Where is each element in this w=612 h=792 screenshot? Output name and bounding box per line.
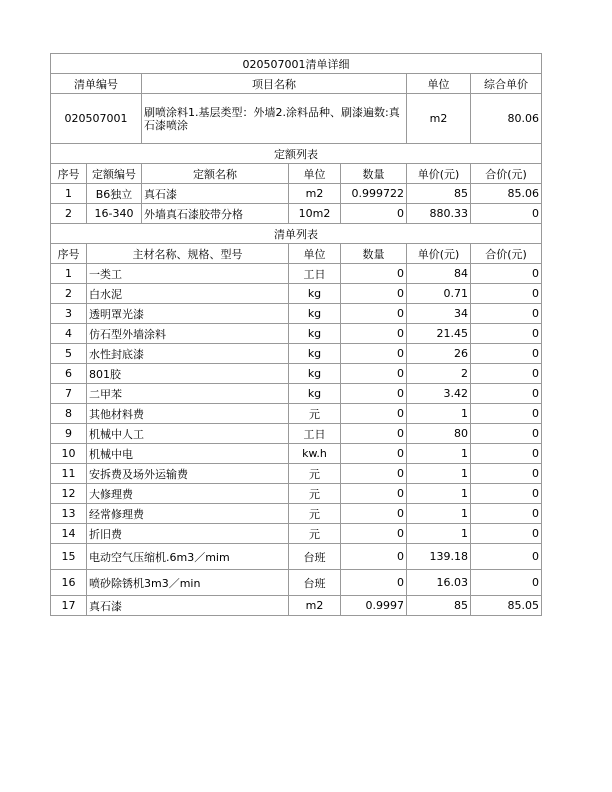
material-no: 7 [51, 384, 87, 404]
name-header: 项目名称 [142, 74, 407, 94]
unit-header: 单位 [407, 74, 471, 94]
material-no: 5 [51, 344, 87, 364]
material-unit: kg [289, 284, 341, 304]
quota-header-row [51, 164, 542, 184]
quota-col-no: 序号 [51, 164, 87, 184]
material-qty: 0 [341, 324, 407, 344]
material-name: 透明罩光漆 [87, 304, 289, 324]
materials-col-name: 主材名称、规格、型号 [87, 244, 289, 264]
material-no: 9 [51, 424, 87, 444]
material-price: 0.71 [407, 284, 471, 304]
materials-row [51, 284, 542, 304]
item-row [51, 94, 542, 144]
quota-unit: 10m2 [289, 204, 341, 224]
materials-row [51, 424, 542, 444]
material-unit: 元 [289, 504, 341, 524]
material-no: 2 [51, 284, 87, 304]
material-qty: 0 [341, 424, 407, 444]
material-unit: kg [289, 344, 341, 364]
materials-row [51, 264, 542, 284]
material-qty: 0 [341, 484, 407, 504]
material-total: 0 [471, 424, 542, 444]
material-unit: 工日 [289, 264, 341, 284]
material-no: 15 [51, 544, 87, 570]
quota-name: 真石漆 [142, 184, 289, 204]
material-no: 6 [51, 364, 87, 384]
materials-section-title: 清单列表 [51, 224, 542, 244]
quota-section-row [51, 144, 542, 164]
material-total: 0 [471, 484, 542, 504]
materials-row [51, 596, 542, 616]
material-qty: 0 [341, 344, 407, 364]
material-qty: 0 [341, 404, 407, 424]
material-unit: 台班 [289, 544, 341, 570]
quota-code: B6独立 [87, 184, 142, 204]
material-total: 0 [471, 324, 542, 344]
page-title: 020507001清单详细 [51, 54, 542, 74]
materials-col-unit: 单位 [289, 244, 341, 264]
table-body [51, 54, 542, 616]
material-price: 26 [407, 344, 471, 364]
material-price: 84 [407, 264, 471, 284]
material-no: 1 [51, 264, 87, 284]
material-price: 34 [407, 304, 471, 324]
material-name: 二甲苯 [87, 384, 289, 404]
material-qty: 0 [341, 384, 407, 404]
quota-name: 外墙真石漆胶带分格 [142, 204, 289, 224]
quota-col-code: 定额编号 [87, 164, 142, 184]
material-unit: 元 [289, 464, 341, 484]
materials-row [51, 444, 542, 464]
material-unit: 元 [289, 524, 341, 544]
material-name: 大修理费 [87, 484, 289, 504]
materials-col-price: 单价(元) [407, 244, 471, 264]
materials-row [51, 304, 542, 324]
material-no: 17 [51, 596, 87, 616]
material-qty: 0 [341, 524, 407, 544]
item-code: 020507001 [51, 94, 142, 144]
materials-row [51, 570, 542, 596]
material-name: 白水泥 [87, 284, 289, 304]
material-qty: 0 [341, 444, 407, 464]
title-row [51, 54, 542, 74]
quota-qty: 0.999722 [341, 184, 407, 204]
material-total: 0 [471, 404, 542, 424]
material-total: 0 [471, 384, 542, 404]
quota-col-name: 定额名称 [142, 164, 289, 184]
quota-no: 1 [51, 184, 87, 204]
material-unit: kg [289, 324, 341, 344]
material-unit: 元 [289, 484, 341, 504]
code-header: 清单编号 [51, 74, 142, 94]
material-total: 0 [471, 464, 542, 484]
quota-unit: m2 [289, 184, 341, 204]
material-unit: 元 [289, 404, 341, 424]
material-name: 喷砂除锈机3m3／min [87, 570, 289, 596]
material-price: 16.03 [407, 570, 471, 596]
material-name: 机械中电 [87, 444, 289, 464]
material-qty: 0 [341, 544, 407, 570]
quota-total: 85.06 [471, 184, 542, 204]
material-qty: 0 [341, 364, 407, 384]
material-price: 80 [407, 424, 471, 444]
item-price: 80.06 [471, 94, 542, 144]
materials-col-qty: 数量 [341, 244, 407, 264]
quota-section-title: 定额列表 [51, 144, 542, 164]
materials-header-row [51, 244, 542, 264]
quota-col-qty: 数量 [341, 164, 407, 184]
material-unit: 工日 [289, 424, 341, 444]
material-qty: 0.9997 [341, 596, 407, 616]
material-unit: 台班 [289, 570, 341, 596]
quota-total: 0 [471, 204, 542, 224]
material-price: 1 [407, 524, 471, 544]
material-no: 4 [51, 324, 87, 344]
material-price: 1 [407, 504, 471, 524]
material-price: 139.18 [407, 544, 471, 570]
materials-section-row [51, 224, 542, 244]
material-total: 0 [471, 284, 542, 304]
material-no: 16 [51, 570, 87, 596]
material-name: 真石漆 [87, 596, 289, 616]
material-price: 1 [407, 484, 471, 504]
material-no: 12 [51, 484, 87, 504]
material-price: 1 [407, 464, 471, 484]
material-price: 2 [407, 364, 471, 384]
bill-detail-table [50, 53, 542, 616]
material-price: 1 [407, 444, 471, 464]
material-name: 经常修理费 [87, 504, 289, 524]
quota-code: 16-340 [87, 204, 142, 224]
material-price: 85 [407, 596, 471, 616]
materials-row [51, 484, 542, 504]
item-header-row [51, 74, 542, 94]
material-total: 85.05 [471, 596, 542, 616]
price-header: 综合单价 [471, 74, 542, 94]
item-name: 刷喷涂料1.基层类型：外墙2.涂料品种、刷漆遍数:真石漆喷涂 [142, 94, 407, 144]
material-price: 1 [407, 404, 471, 424]
material-name: 801胶 [87, 364, 289, 384]
quota-row [51, 184, 542, 204]
material-no: 8 [51, 404, 87, 424]
material-total: 0 [471, 344, 542, 364]
material-total: 0 [471, 444, 542, 464]
material-no: 3 [51, 304, 87, 324]
quota-row [51, 204, 542, 224]
materials-col-total: 合价(元) [471, 244, 542, 264]
quota-price: 85 [407, 184, 471, 204]
material-total: 0 [471, 570, 542, 596]
materials-row [51, 524, 542, 544]
materials-row [51, 364, 542, 384]
material-total: 0 [471, 524, 542, 544]
material-name: 折旧费 [87, 524, 289, 544]
item-unit: m2 [407, 94, 471, 144]
material-total: 0 [471, 364, 542, 384]
material-price: 21.45 [407, 324, 471, 344]
material-no: 11 [51, 464, 87, 484]
material-qty: 0 [341, 304, 407, 324]
material-qty: 0 [341, 570, 407, 596]
materials-row [51, 504, 542, 524]
material-name: 机械中人工 [87, 424, 289, 444]
quota-qty: 0 [341, 204, 407, 224]
material-unit: kg [289, 304, 341, 324]
material-total: 0 [471, 544, 542, 570]
materials-row [51, 384, 542, 404]
materials-row [51, 344, 542, 364]
material-no: 10 [51, 444, 87, 464]
material-name: 一类工 [87, 264, 289, 284]
quota-no: 2 [51, 204, 87, 224]
quota-col-total: 合价(元) [471, 164, 542, 184]
material-name: 电动空气压缩机.6m3／mim [87, 544, 289, 570]
materials-row [51, 544, 542, 570]
material-name: 仿石型外墙涂料 [87, 324, 289, 344]
quota-price: 880.33 [407, 204, 471, 224]
material-unit: m2 [289, 596, 341, 616]
material-name: 其他材料费 [87, 404, 289, 424]
material-name: 水性封底漆 [87, 344, 289, 364]
materials-col-no: 序号 [51, 244, 87, 264]
material-unit: kg [289, 364, 341, 384]
quota-col-unit: 单位 [289, 164, 341, 184]
material-total: 0 [471, 264, 542, 284]
material-total: 0 [471, 504, 542, 524]
material-price: 3.42 [407, 384, 471, 404]
materials-row [51, 464, 542, 484]
material-no: 14 [51, 524, 87, 544]
material-unit: kw.h [289, 444, 341, 464]
material-qty: 0 [341, 284, 407, 304]
material-unit: kg [289, 384, 341, 404]
material-qty: 0 [341, 504, 407, 524]
materials-row [51, 404, 542, 424]
quota-col-price: 单价(元) [407, 164, 471, 184]
materials-row [51, 324, 542, 344]
material-qty: 0 [341, 464, 407, 484]
material-name: 安拆费及场外运输费 [87, 464, 289, 484]
material-no: 13 [51, 504, 87, 524]
material-total: 0 [471, 304, 542, 324]
material-qty: 0 [341, 264, 407, 284]
